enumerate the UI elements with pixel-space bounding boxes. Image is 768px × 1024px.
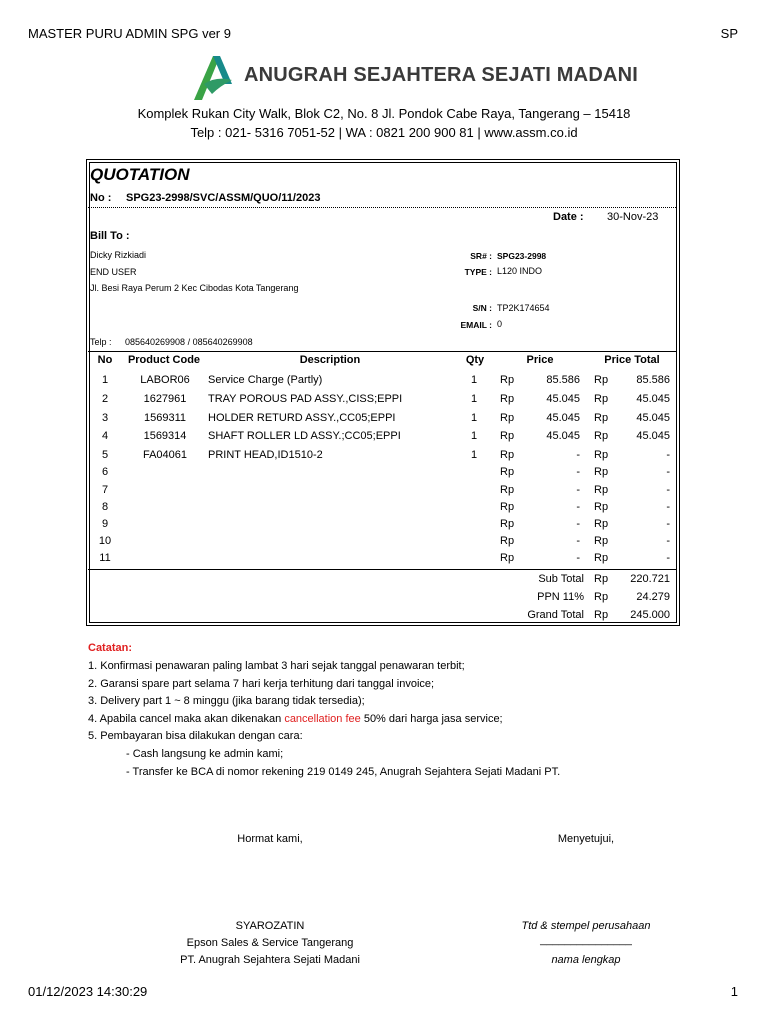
- note-4: [88, 713, 503, 725]
- cell-price-total: 45.045: [636, 430, 670, 443]
- cell-no: 11: [99, 552, 111, 565]
- signature-left-role: Epson Sales & Service Tangerang: [186, 937, 354, 949]
- summary-label: Grand Total: [527, 609, 584, 621]
- table-row: [88, 430, 676, 447]
- cell-price-currency: Rp: [500, 430, 515, 443]
- cell-total-currency: Rp: [594, 374, 609, 386]
- quotation-no-label: No :: [90, 192, 112, 204]
- sr-value: SPG23-2998: [497, 251, 547, 261]
- cell-price: -: [576, 449, 580, 462]
- cell-no: 8: [101, 500, 109, 513]
- notes-title: Catatan:: [88, 642, 133, 654]
- signature-right-name: nama lengkap: [551, 954, 621, 966]
- cell-product-code: 1569314: [143, 430, 187, 443]
- cell-price: 85.586: [546, 374, 580, 386]
- table-row: [88, 484, 676, 501]
- table-row: [88, 501, 676, 518]
- note-4-highlight: cancellation fee: [284, 713, 361, 725]
- cell-no: 2: [101, 392, 109, 405]
- note-5-cash: - Cash langsung ke admin kami;: [126, 748, 284, 760]
- table-top-border: [88, 351, 676, 352]
- cell-total-currency: Rp: [594, 411, 609, 424]
- cell-price: -: [576, 500, 580, 513]
- cell-price-total: -: [666, 466, 670, 479]
- bill-to-label: Bill To :: [90, 230, 130, 242]
- page-header-right: SP: [720, 26, 738, 41]
- cell-total-currency: Rp: [594, 518, 609, 530]
- cell-price-currency: Rp: [500, 449, 515, 462]
- cell-qty: 1: [470, 449, 478, 462]
- cell-price-total: -: [666, 483, 670, 496]
- signature-line: _______________: [540, 934, 632, 946]
- company-logo-icon: [192, 54, 234, 102]
- cell-description: PRINT HEAD,ID1510-2: [208, 449, 323, 462]
- cell-price-currency: Rp: [500, 500, 515, 513]
- table-row: [88, 518, 676, 535]
- cell-price: 45.045: [546, 392, 580, 405]
- signature-right-greeting: Menyetujui,: [557, 833, 615, 845]
- cell-total-currency: Rp: [594, 466, 609, 479]
- cell-price-currency: Rp: [500, 552, 515, 565]
- cell-price-currency: Rp: [500, 411, 515, 424]
- table-row: [88, 393, 676, 410]
- cell-price-total: -: [666, 500, 670, 513]
- company-name: ANUGRAH SEJAHTERA SEJATI MADANI: [244, 64, 639, 86]
- cell-price-total: -: [666, 552, 670, 565]
- cell-price: -: [576, 518, 580, 530]
- note-2: 2. Garansi spare part selama 7 hari kerja terhitung dari tanggal invoice;: [88, 678, 435, 690]
- cell-no: 5: [101, 449, 109, 462]
- cell-price-total: -: [666, 449, 670, 462]
- page-number: 1: [730, 984, 738, 999]
- cell-total-currency: Rp: [594, 483, 609, 496]
- note-5: 5. Pembayaran bisa dilakukan dengan cara:: [88, 730, 303, 742]
- cell-no: 9: [101, 518, 109, 530]
- cell-price-currency: Rp: [500, 483, 515, 496]
- cell-qty: 1: [470, 374, 478, 386]
- date-label: Date :: [553, 211, 584, 223]
- cell-price-currency: Rp: [500, 535, 515, 548]
- table-row: [88, 412, 676, 429]
- cell-price-currency: Rp: [500, 518, 515, 530]
- summary-value: 245.000: [630, 609, 670, 621]
- summary-value: 24.279: [636, 591, 670, 603]
- cell-price: 45.045: [546, 411, 580, 424]
- cell-price-total: -: [666, 518, 670, 530]
- sr-label: SR# :: [470, 251, 492, 261]
- type-label: TYPE :: [464, 267, 492, 277]
- signature-left-greeting: Hormat kami,: [237, 833, 303, 845]
- dotted-divider: [88, 207, 676, 208]
- cell-product-code: LABOR06: [140, 374, 190, 386]
- quotation-no-value: SPG23-2998/SVC/ASSM/QUO/11/2023: [126, 192, 321, 204]
- email-label: EMAIL :: [460, 320, 492, 330]
- col-header-code: Product Code: [127, 354, 201, 366]
- summary-label: PPN 11%: [537, 591, 584, 603]
- summary-currency: Rp: [594, 609, 609, 621]
- cell-no: 7: [101, 483, 109, 496]
- cell-qty: 1: [470, 392, 478, 405]
- summary-currency: Rp: [594, 591, 609, 603]
- table-row: [88, 374, 676, 391]
- cell-price-currency: Rp: [500, 374, 515, 386]
- summary-label: Sub Total: [538, 573, 584, 585]
- col-header-description: Description: [299, 354, 361, 366]
- col-header-no: No: [97, 354, 113, 366]
- cell-description: HOLDER RETURD ASSY.,CC05;EPPI: [208, 411, 396, 424]
- page-header-title: MASTER PURU ADMIN SPG ver 9: [28, 26, 231, 41]
- cell-description: SHAFT ROLLER LD ASSY.;CC05;EPPI: [208, 430, 401, 443]
- cell-price-total: 85.586: [636, 374, 670, 386]
- note-3: 3. Delivery part 1 ~ 8 minggu (jika barang tidak tersedia);: [88, 695, 365, 707]
- cell-total-currency: Rp: [594, 430, 609, 443]
- email-value: 0: [497, 319, 503, 329]
- table-bottom-border: [88, 569, 676, 570]
- page-footer-timestamp: 01/12/2023 14:30:29: [28, 984, 148, 999]
- col-header-price-total: Price Total: [604, 354, 660, 366]
- sn-value: TP2K174654: [497, 303, 550, 313]
- telp-value: 085640269908 / 085640269908: [125, 337, 253, 347]
- note-4-text: 4. Apabila cancel maka akan dikenakan: [88, 713, 285, 725]
- cell-price: -: [576, 552, 580, 565]
- col-header-qty: Qty: [465, 354, 485, 366]
- company-address: Komplek Rukan City Walk, Blok C2, No. 8 Jl. Pondok Cabe Raya, Tangerang – 15418: [137, 106, 631, 121]
- table-row: [88, 466, 676, 483]
- cell-price-total: 45.045: [636, 392, 670, 405]
- cell-total-currency: Rp: [594, 500, 609, 513]
- cell-description: Service Charge (Partly): [208, 374, 323, 386]
- cell-total-currency: Rp: [594, 392, 609, 405]
- col-header-price: Price: [526, 354, 554, 366]
- cell-no: 1: [101, 374, 109, 386]
- customer-address: Jl. Besi Raya Perum 2 Kec Cibodas Kota Tangerang: [90, 283, 299, 293]
- cell-price-total: 45.045: [636, 411, 670, 424]
- summary-row: [88, 591, 676, 608]
- customer-name: Dicky Rizkiadi: [90, 250, 147, 260]
- summary-row: [88, 609, 676, 626]
- cell-price: -: [576, 466, 580, 479]
- cell-total-currency: Rp: [594, 552, 609, 565]
- summary-value: 220.721: [630, 573, 670, 585]
- cell-qty: 1: [470, 430, 478, 443]
- cell-no: 4: [101, 430, 109, 443]
- cell-price: 45.045: [546, 430, 580, 443]
- company-contact: Telp : 021- 5316 7051-52 | WA : 0821 200 900 81 | www.assm.co.id: [190, 125, 578, 140]
- cell-price-currency: Rp: [500, 392, 515, 405]
- table-row: [88, 552, 676, 569]
- cell-total-currency: Rp: [594, 449, 609, 462]
- summary-currency: Rp: [594, 573, 609, 585]
- telp-label: Telp :: [90, 337, 112, 347]
- cell-total-currency: Rp: [594, 535, 609, 548]
- cell-no: 6: [101, 466, 109, 479]
- cell-price-currency: Rp: [500, 466, 515, 479]
- table-row: [88, 535, 676, 552]
- note-5-transfer: - Transfer ke BCA di nomor rekening 219 0149 245, Anugrah Sejahtera Sejati Madani PT.: [126, 766, 561, 778]
- note-1: 1. Konfirmasi penawaran paling lambat 3 hari sejak tanggal penawaran terbit;: [88, 660, 465, 672]
- cell-price-total: -: [666, 535, 670, 548]
- quotation-title: QUOTATION: [90, 165, 190, 184]
- cell-price: -: [576, 535, 580, 548]
- cell-product-code: 1627961: [143, 392, 187, 405]
- signature-left-name: SYAROZATIN: [235, 920, 305, 932]
- sn-label: S/N :: [472, 303, 492, 313]
- note-4-text-end: 50% dari harga jasa service;: [360, 713, 503, 725]
- cell-product-code: 1569311: [143, 411, 186, 424]
- cell-product-code: FA04061: [142, 449, 188, 462]
- signature-left-company: PT. Anugrah Sejahtera Sejati Madani: [180, 954, 360, 966]
- cell-no: 10: [98, 535, 112, 548]
- table-row: [88, 449, 676, 466]
- cell-no: 3: [101, 411, 109, 424]
- type-value: L120 INDO: [497, 266, 543, 276]
- signature-right-stamp: Ttd & stempel perusahaan: [521, 920, 651, 932]
- date-value: 30-Nov-23: [607, 211, 659, 223]
- customer-type: END USER: [90, 267, 137, 277]
- cell-price: -: [576, 483, 580, 496]
- cell-description: TRAY POROUS PAD ASSY.,CISS;EPPI: [208, 392, 403, 405]
- summary-row: [88, 573, 676, 590]
- cell-qty: 1: [470, 411, 478, 424]
